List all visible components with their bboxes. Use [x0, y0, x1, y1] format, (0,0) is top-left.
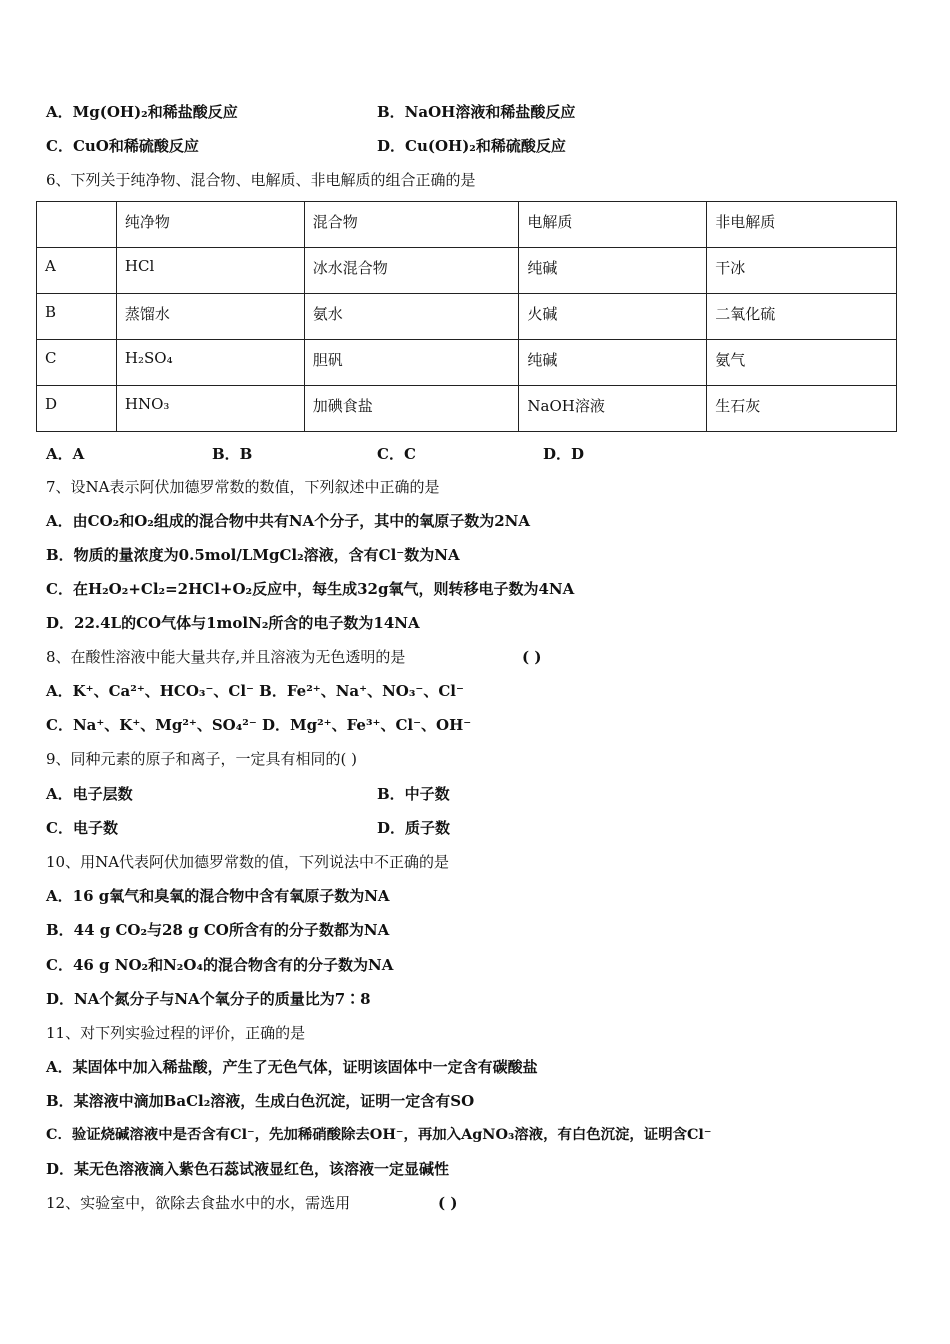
table-header-row — [37, 202, 897, 248]
table-cell: 火碱 — [519, 294, 707, 340]
q7-stem: 7、设NA表示阿伏加德罗常数的数值，下列叙述中正确的是 — [46, 478, 440, 496]
table-cell: B — [37, 294, 117, 340]
table-cell: NaOH溶液 — [519, 386, 707, 432]
q10-option-a: A．16 g氧气和臭氧的混合物中含有氧原子数为NA — [46, 887, 390, 905]
table-cell: A — [37, 248, 117, 294]
q6-answer-d: D．D — [543, 445, 585, 463]
q9-option-d: D．质子数 — [377, 819, 451, 837]
q6-answer-c: C．C — [377, 445, 416, 463]
table-header-nonelectrolyte: 非电解质 — [707, 202, 897, 248]
q7-option-a: A．由CO₂和O₂组成的混合物中共有NA个分子，其中的氧原子数为2NA — [46, 512, 530, 530]
table-row — [37, 248, 897, 294]
q5-option-b: B．NaOH溶液和稀盐酸反应 — [377, 103, 576, 121]
table-cell: 纯碱 — [519, 248, 707, 294]
table-cell: D — [37, 386, 117, 432]
q8-options-cd: C．Na⁺、K⁺、Mg²⁺、SO₄²⁻ D．Mg²⁺、Fe³⁺、Cl⁻、OH⁻ — [46, 716, 472, 734]
q8-stem: 8、在酸性溶液中能大量共存,并且溶液为无色透明的是 — [46, 648, 406, 666]
table-cell: 二氧化硫 — [707, 294, 897, 340]
q6-answer-b: B．B — [212, 445, 253, 463]
table-cell: 氨气 — [707, 340, 897, 386]
table-header-pure: 纯净物 — [116, 202, 304, 248]
table-cell: 胆矾 — [304, 340, 519, 386]
q6-table — [36, 201, 897, 432]
q9-option-c: C．电子数 — [46, 819, 118, 837]
q9-stem: 9、同种元素的原子和离子，一定具有相同的( ) — [46, 750, 358, 768]
q11-option-b: B．某溶液中滴加BaCl₂溶液，生成白色沉淀，证明一定含有SO — [46, 1092, 475, 1110]
q11-option-c: C．验证烧碱溶液中是否含有Cl⁻，先加稀硝酸除去OH⁻，再加入AgNO₃溶液，有白色沉淀，证明含Cl⁻ — [46, 1126, 712, 1143]
table-header-electrolyte: 电解质 — [519, 202, 707, 248]
q11-stem: 11、对下列实验过程的评价，正确的是 — [46, 1024, 306, 1042]
table-row — [37, 386, 897, 432]
table-cell: 干冰 — [707, 248, 897, 294]
table-cell: HCl — [116, 248, 304, 294]
q12-stem: 12、实验室中，欲除去食盐水中的水，需选用 — [46, 1194, 351, 1212]
q11-option-a: A．某固体中加入稀盐酸，产生了无色气体，证明该固体中一定含有碳酸盐 — [46, 1058, 538, 1076]
q7-option-b: B．物质的量浓度为0.5mol/LMgCl₂溶液，含有Cl⁻数为NA — [46, 546, 460, 564]
table-cell: 生石灰 — [707, 386, 897, 432]
table-row — [37, 294, 897, 340]
q5-option-d: D．Cu(OH)₂和稀硫酸反应 — [377, 137, 566, 155]
q10-option-c: C．46 g NO₂和N₂O₄的混合物含有的分子数为NA — [46, 956, 394, 974]
q11-option-d: D．某无色溶液滴入紫色石蕊试液显红色，该溶液一定显碱性 — [46, 1160, 450, 1178]
q10-option-b: B．44 g CO₂与28 g CO所含有的分子数都为NA — [46, 921, 390, 939]
q9-option-a: A．电子层数 — [46, 785, 133, 803]
table-cell: 冰水混合物 — [304, 248, 519, 294]
q7-option-c: C．在H₂O₂+Cl₂=2HCl+O₂反应中，每生成32g氧气，则转移电子数为4NA — [46, 580, 575, 598]
table-header-mixture: 混合物 — [304, 202, 519, 248]
q12-answer-paren: ( ) — [438, 1194, 458, 1212]
table-cell: 纯碱 — [519, 340, 707, 386]
q6-stem: 6、下列关于纯净物、混合物、电解质、非电解质的组合正确的是 — [46, 171, 476, 189]
q9-option-b: B．中子数 — [377, 785, 450, 803]
table-cell: 加碘食盐 — [304, 386, 519, 432]
q8-answer-paren: ( ) — [522, 648, 542, 666]
q6-answer-a: A．A — [46, 445, 85, 463]
table-cell — [37, 202, 117, 248]
q5-option-c: C．CuO和稀硫酸反应 — [46, 137, 199, 155]
q7-option-d: D．22.4L的CO气体与1molN₂所含的电子数为14NA — [46, 614, 420, 632]
table-cell: HNO₃ — [116, 386, 304, 432]
table-cell: C — [37, 340, 117, 386]
table-cell: 蒸馏水 — [116, 294, 304, 340]
table-row — [37, 340, 897, 386]
table-cell: H₂SO₄ — [116, 340, 304, 386]
q8-options-ab: A．K⁺、Ca²⁺、HCO₃⁻、Cl⁻ B．Fe²⁺、Na⁺、NO₃⁻、Cl⁻ — [46, 682, 464, 700]
q5-option-a: A．Mg(OH)₂和稀盐酸反应 — [46, 103, 238, 121]
q10-option-d: D．NA个氮分子与NA个氧分子的质量比为7∶8 — [46, 990, 371, 1008]
q10-stem: 10、用NA代表阿伏加德罗常数的值，下列说法中不正确的是 — [46, 853, 450, 871]
table-cell: 氨水 — [304, 294, 519, 340]
